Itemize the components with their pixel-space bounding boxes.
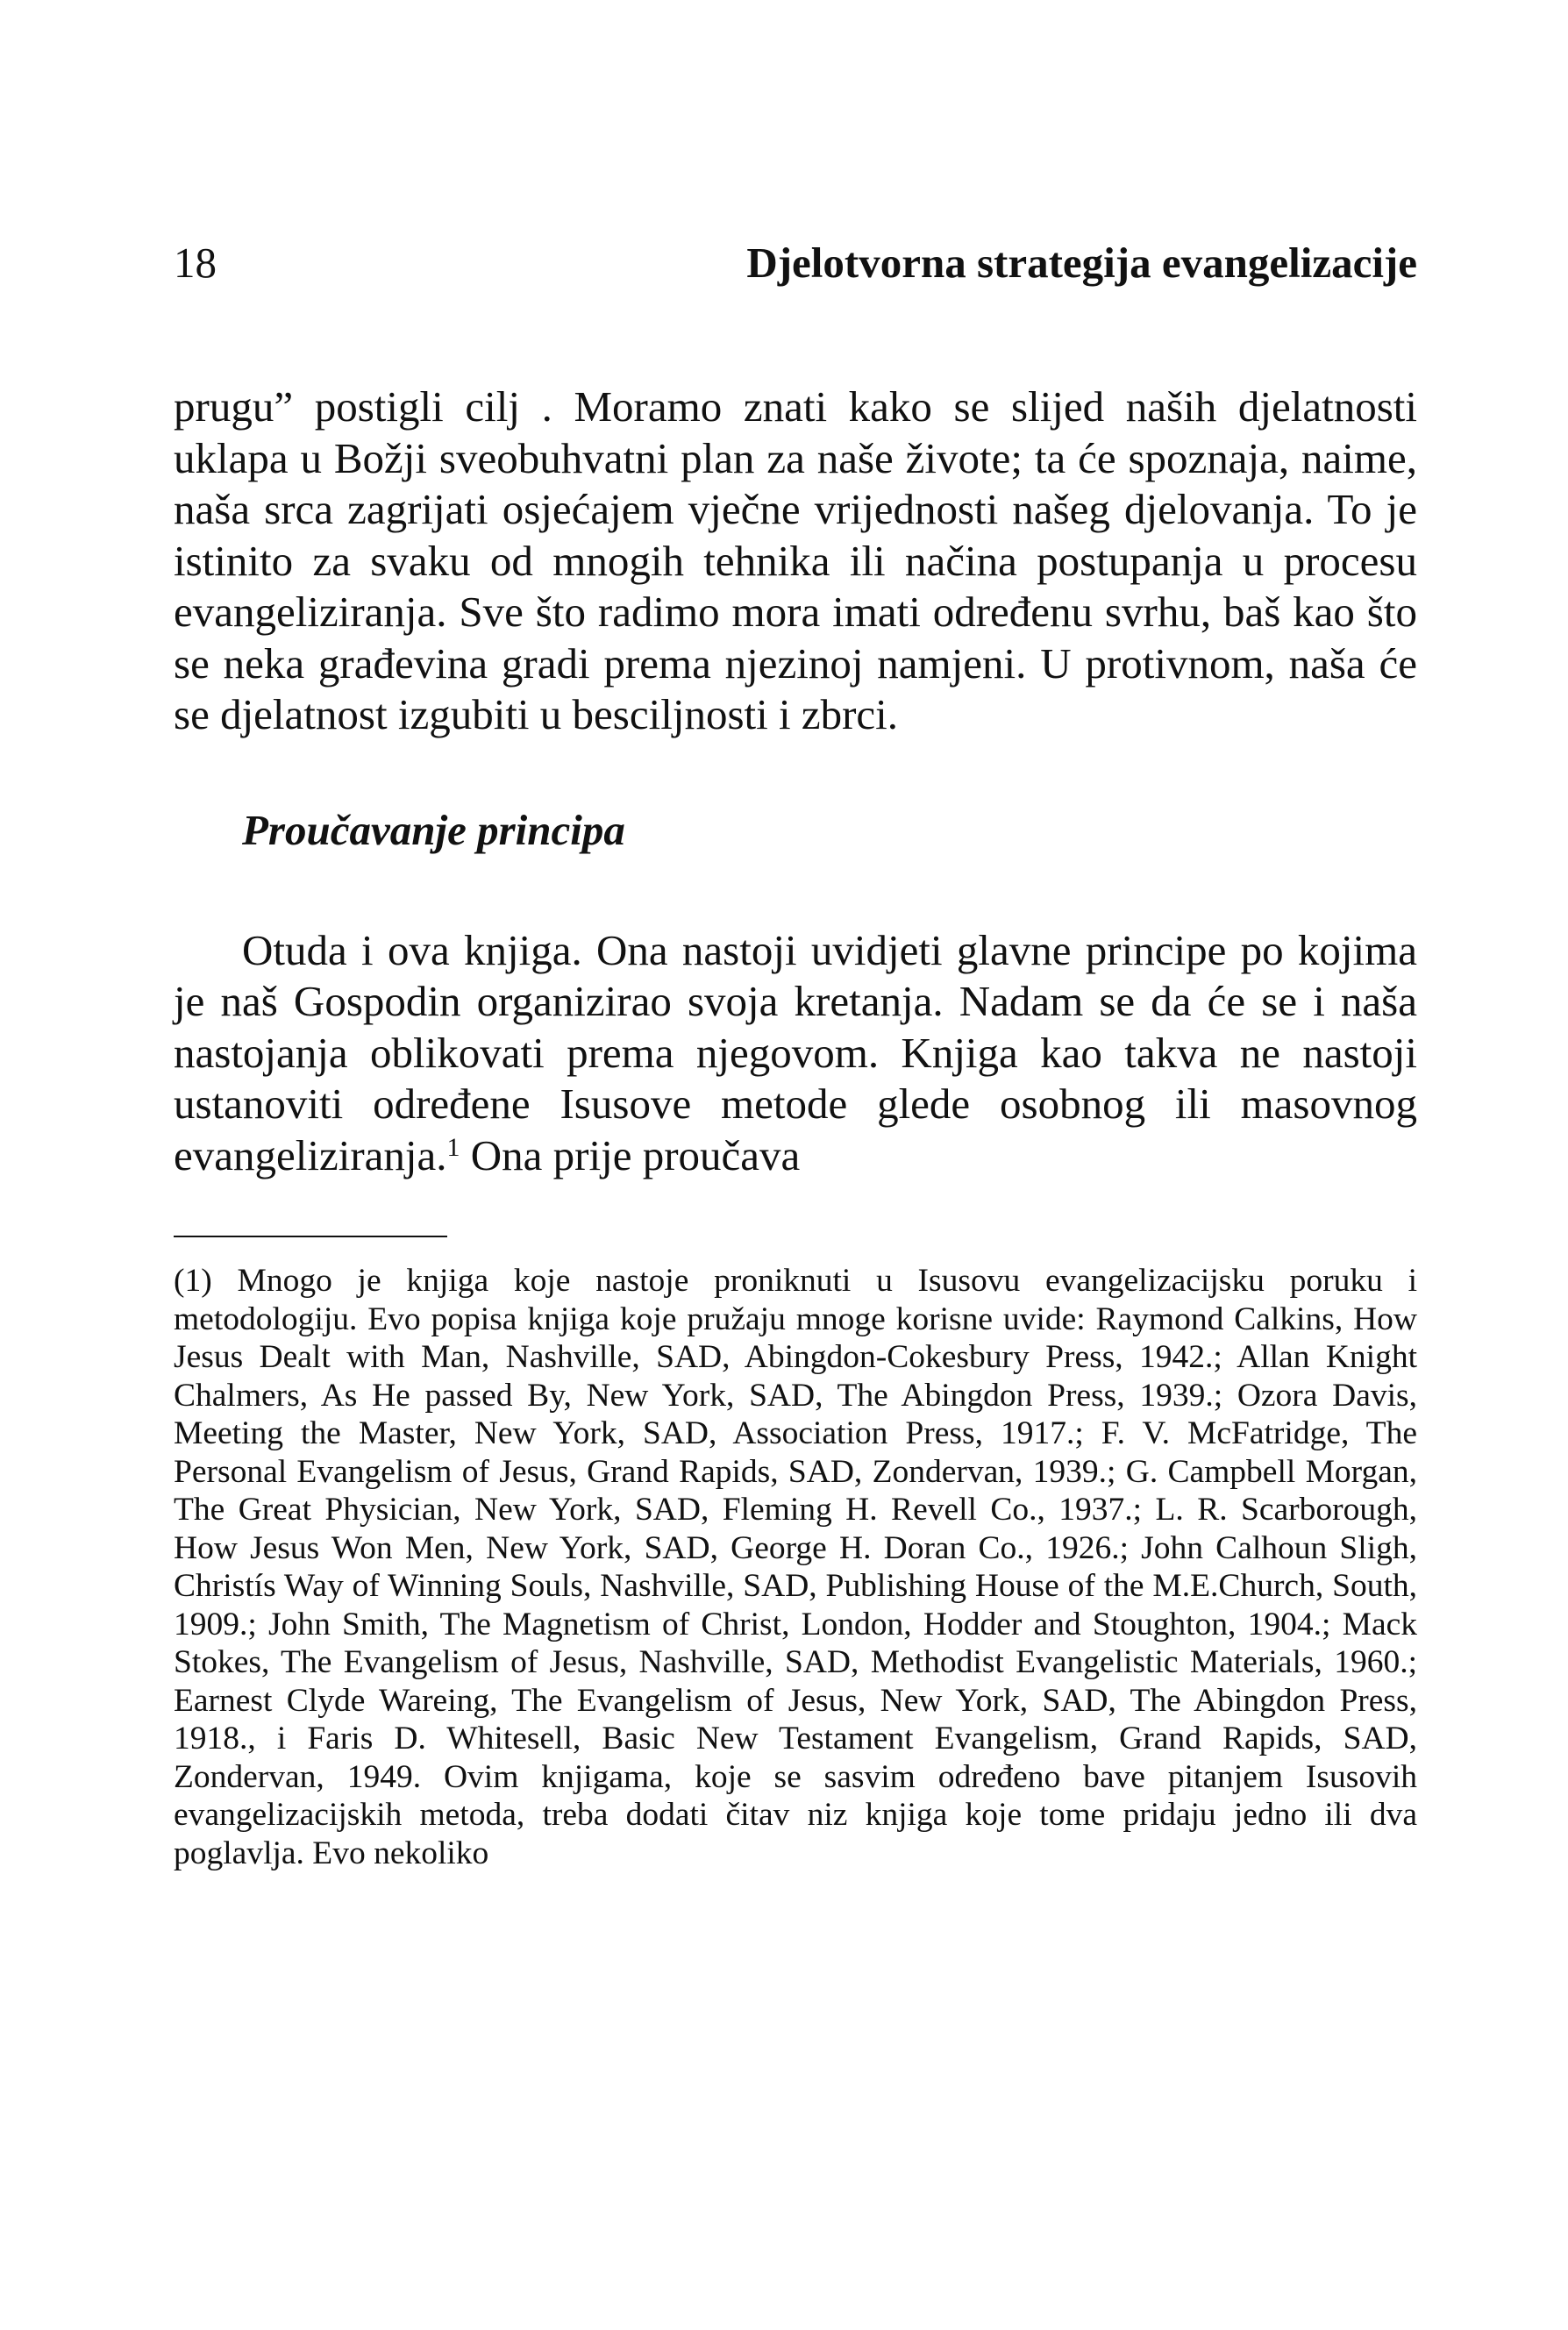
running-head <box>174 237 1417 289</box>
book-title: Djelotvorna strategija evangelizacije <box>746 239 1417 287</box>
paragraph-principles-tail: Ona prije proučava <box>460 1130 801 1179</box>
footnote-marker: (1) <box>174 1263 212 1299</box>
section-heading: Proučavanje principa <box>242 805 625 854</box>
paragraph-principles <box>174 925 1417 1182</box>
paragraph-continued: prugu” postigli cilj . Moramo znati kako se slijed naših djelatnosti uklapa u Božji sveobuhvatni plan za naše živote; ta će spoznaja, naime, naša srca zagrijati osjećajem vječne vrijednosti našeg djelovanja. To je istinito za svaku od mnogih tehnika ili načina postupanja u procesu evangeliziranja. Sve što radimo mora imati određenu svrhu, baš kao što se neka građevina gradi prema njezinoj namjeni. U protivnom, naša će se djelatnost izgubiti u besciljnosti i zbrci. <box>174 382 1417 738</box>
footnote-divider <box>174 1236 447 1237</box>
footnote-reference: 1 <box>446 1132 460 1162</box>
footnote-text: Mnogo je knjiga koje nastoje proniknuti u Isusovu evangelizacijsku poruku i metodologiju. Evo popisa knjiga koje pružaju mnoge korisne uvide: Raymond Calkins, How Jesus Dealt with Man, Nashville, SAD, Abingdon-Cokesbury Press, 1942.; Allan Knight Chalmers, As He passed By, New York, SAD, The Abingdon Press, 1939.; Ozora Davis, Meeting the Master, New York, SAD, Association Press, 1917.; F. V. McFatridge, The Personal Evangelism of Jesus, Grand Rapids, SAD, Zondervan, 1939.; G. Campbell Morgan, The Great Physician, New York, SAD, Fleming H. Revell Co., 1937.; L. R. Scarborough, How Jesus Won Men, New York, SAD, George H. Doran Co., 1926.; John Calhoun Sligh, Christís Way of Winning Souls, Nashville, SAD, Publishing House of the M.E.Church, South, 1909.; John Smith, The Magnetism of Christ, London, Hodder and Stoughton, 1904.; Mack Stokes, The Evangelism of Jesus, Nashville, SAD, Methodist Evangelistic Materials, 1960.; Earnest Clyde Wareing, The Evangelism of Jesus, New York, SAD, The Abingdon Press, 1918., i Faris D. Whitesell, Basic New Testament Evangelism, Grand Rapids, SAD, Zondervan, 1949. Ovim knjigama, koje se sasvim određeno bave pitanjem Isusovih evangelizacijskih metoda, treba dodati čitav niz knjiga koje tome pridaju jedno ili dva poglavlja. Evo nekoliko <box>174 1263 1417 1871</box>
book-page <box>174 237 1417 1872</box>
page-number: 18 <box>174 239 217 287</box>
paragraph-principles-text: Otuda i ova knjiga. Ona nastoji uvidjeti glavne principe po kojima je naš Gospodin organizirao svoja kretanja. Nadam se da će se i naša nastojanja oblikovati prema njegovom. Knjiga kao takva ne nastoji ustanoviti određene Isusove metode glede osobnog ili masovnog evangeliziranja. <box>174 925 1417 1179</box>
footnote <box>174 1262 1417 1872</box>
